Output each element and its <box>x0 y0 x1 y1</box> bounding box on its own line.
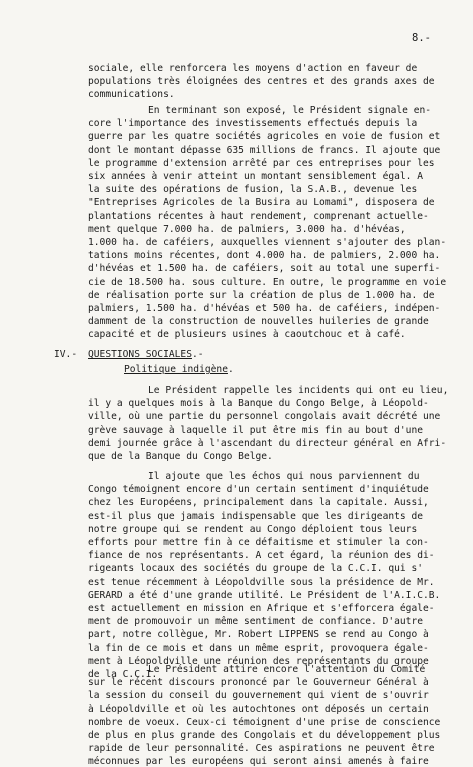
text-line: damment de la construction de nouvelles huileries de grande <box>88 316 429 328</box>
text-line: de réalisation porte sur la création de plus de 1.000 ha. de <box>88 289 435 301</box>
text-line: ment de promouvoir un même sentiment de confiance. D'autre <box>88 616 424 628</box>
text-line: rigeants locaux des sociétés du groupe de la C.C.I. qui s' <box>88 563 424 575</box>
text-line: 1.000 ha. de caféiers, auxquelles viennent s'ajouter des plan- <box>88 237 447 248</box>
text-line: efforts pour mettre fin à ce défaitisme et stimuler la con- <box>88 537 429 548</box>
text-line: la fin de ce mois et dans un même esprit, provoquera égale- <box>88 642 429 654</box>
text-line: palmiers, 1.500 ha. d'hévéas et 500 ha. de caféiers, indépen- <box>88 303 441 314</box>
text-line: core l'importance des investissements effectués depuis la <box>88 118 418 130</box>
text-line: grève sauvage à laquelle il put être mis fin au bout d'une <box>88 424 424 436</box>
text-line: plantations récentes à haut rendement, comprenant actuelle- <box>88 210 429 222</box>
text-line: part, notre collègue, Mr. Robert LIPPENS se rend au Congo à <box>88 629 429 641</box>
section-subtitle: Politique indigène <box>124 364 228 375</box>
text-line: capacité et de plusieurs usines à caoutchouc et à café. <box>88 329 406 341</box>
text-line: est tenue récemment à Léopoldville sous la présidence de Mr. <box>88 576 435 588</box>
text-line: demi journée grâce à l'ascendant du directeur général en Afri- <box>88 437 447 449</box>
text-line: populations très éloignées des centres et des grands axes de <box>88 76 435 88</box>
text-line: il y a quelques mois à la Banque du Congo Belge, à Léopold- <box>88 398 429 410</box>
text-line: tations moins récentes, dont 4.000 ha. de palmiers, 2.000 ha. <box>88 250 441 262</box>
text-line: "Entreprises Agricoles de la Busira au Lomami", disposera de <box>88 197 435 209</box>
text-line: la session du conseil du gouvernement qui vient de s'ouvrir <box>88 690 429 702</box>
text-line: cie de 18.500 ha. sous culture. En outre, le programme en voie <box>88 276 447 288</box>
page-number: 8.- <box>412 32 431 44</box>
text-line: communications. <box>88 89 175 101</box>
text-line: rapide de leur personnalité. Ces aspirations ne peuvent être <box>88 743 435 755</box>
text-line: de plus en plus grande des Congolais et du développement plus <box>88 730 441 741</box>
text-line: sur le récent discours prononcé par le Gouverneur Général à <box>88 677 429 689</box>
text-line: à Léopoldville et où les autochtones ont déposés un certain <box>88 703 429 715</box>
text-line: ment à Léopoldville une réunion des représentants du groupe <box>88 655 429 667</box>
text-line: En terminant son exposé, le Président signale en- <box>148 105 432 116</box>
text-line: est actuellement en mission en Afrique et s'efforcera égale- <box>88 603 435 614</box>
text-line: Congo témoignent encore d'un certain sentiment d'inquiétude <box>88 484 429 496</box>
text-line: ment quelque 7.000 ha. de palmiers, 3.000 ha. d'hévéas, <box>88 223 406 235</box>
text-line: GERARD a été d'une grande utilité. Le Président de l'A.I.C.B. <box>88 589 441 601</box>
text-line: Il ajoute que les échos qui nous parviennent du <box>148 471 420 482</box>
text-line: chez les Européens, principalement dans la capitale. Aussi, <box>88 497 429 509</box>
text-line: la suite des opérations de fusion, la S.A.B., devenue les <box>88 184 418 196</box>
text-line: que de la Banque du Congo Belge. <box>88 451 273 462</box>
text-line: d'hévéas et 1.500 ha. de caféiers, soit au total une superfi- <box>88 263 441 275</box>
text-line: Le Président attire encore l'attention du Comité <box>148 664 426 675</box>
text-line: est-il plus que jamais indispensable que les dirigeants de <box>88 510 424 522</box>
text-line: notre groupe qui se rendent au Congo déploient tous leurs <box>88 523 418 535</box>
text-line: six années à venir atteint un montant sensiblement égal. A <box>88 171 424 182</box>
section-title-suffix: .- <box>191 349 204 360</box>
text-line: fiance de nos représentants. A cet égard, la réunion des di- <box>88 550 435 562</box>
text-line: Le Président rappelle les incidents qui ont eu lieu, <box>148 385 449 396</box>
section-number: IV.- <box>54 349 78 360</box>
text-line: nombre de voeux. Ceux-ci témoignent d'une prise de conscience <box>88 716 441 728</box>
text-line: dont le montant dépasse 635 millions de francs. Il ajoute que <box>88 144 441 156</box>
text-line: méconnues par les européens qui seront ainsi amenés à faire <box>88 756 429 767</box>
section-title: QUESTIONS SOCIALES <box>88 349 192 360</box>
text-line: guerre par les quatre sociétés agricoles en voie de fusion et <box>88 131 441 143</box>
section-subtitle-suffix: . <box>227 364 234 375</box>
text-line: le programme d'extension arrêté par ces entreprises pour les <box>88 157 435 169</box>
text-line: ville, où une partie du personnel congolais avait décrété une <box>88 411 441 423</box>
text-line: de la C.C.I. <box>88 669 158 680</box>
text-line: sociale, elle renforcera les moyens d'action en faveur de <box>88 63 418 74</box>
